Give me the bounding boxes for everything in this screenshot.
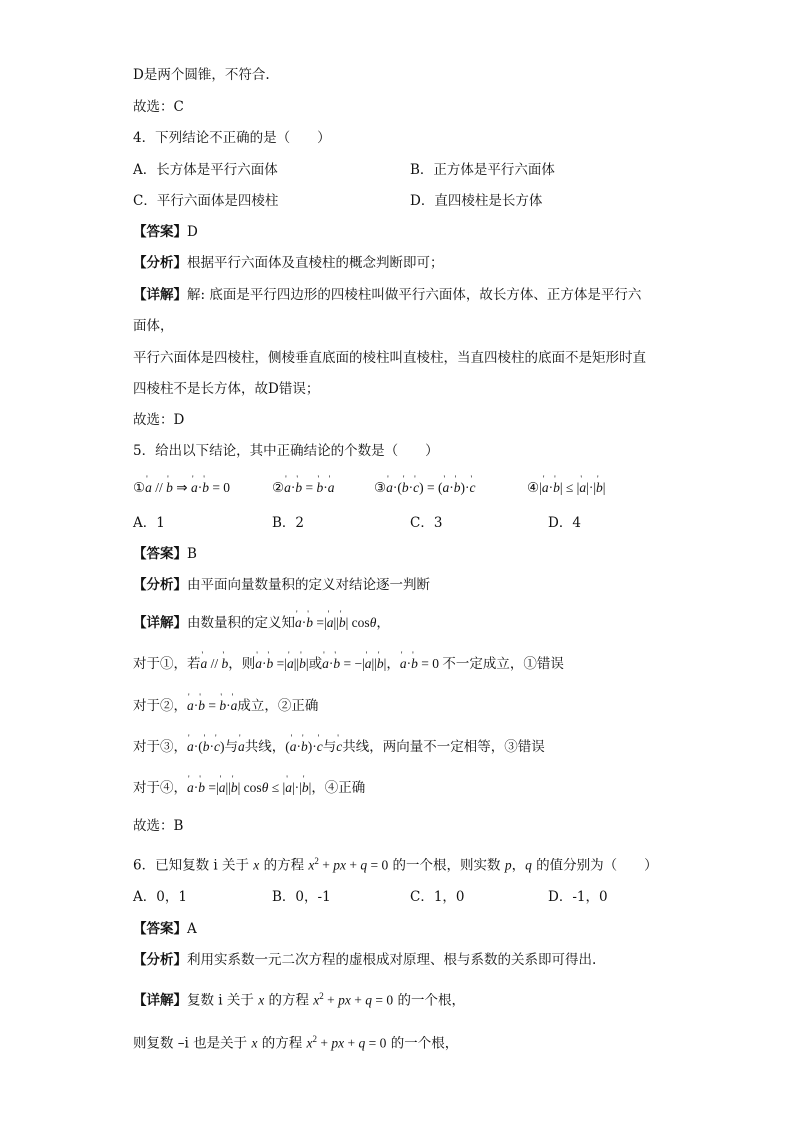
q6-stem: 6．已知复数 i 关于 x 的方程 $x^2$ + px + q = 0 的一个根，则实数 p，q 的值分别为（ ） <box>133 856 658 874</box>
q4-analysis <box>133 254 444 272</box>
answer-value: B <box>187 546 197 562</box>
analysis-text: 根据平行六面体及直棱柱的概念判断即可； <box>187 255 444 271</box>
q6-option-c: C．1，0 <box>410 889 465 905</box>
q5-statement-2: ②' a·' b = ' b·' a <box>272 479 334 497</box>
q5-choice: 故选：B <box>133 818 184 834</box>
q5-detail: 【详解】由数量积的定义知' a·' b =|' a||' b| cosθ， <box>133 614 390 632</box>
analysis-text: 利用实系数一元二次方程的虚根成对原理、根与系数的关系即可得出. <box>187 952 597 968</box>
q5-statement-1: ①' a // ' b ⇒ ' a·' b = 0 <box>133 479 230 497</box>
answer-value: D <box>187 224 198 240</box>
q6-option-a: A．0，1 <box>133 889 187 905</box>
q4-detail-1 <box>133 286 641 304</box>
q4-option-a: A．长方体是平行六面体 <box>133 162 278 178</box>
q5-statement-4: ④|' a·' b| ≤ |' a|·|' b| <box>527 479 606 497</box>
q6-detail-1: 【详解】复数 i 关于 x 的方程 $x^2$ + px + q = 0 的一个根， <box>133 991 465 1009</box>
q5-reason-4: 对于④，' a·' b =|' a||' b| cosθ ≤ |' a|·|' b|，④正确 <box>133 779 365 797</box>
q5-analysis <box>133 576 430 594</box>
q6-detail-2: 则复数 –i 也是关于 x 的方程 $x^2$ + px + q = 0 的一个根， <box>133 1034 459 1052</box>
q5-stem: 5．给出以下结论，其中正确结论的个数是（ ） <box>133 443 439 459</box>
q5-option-b: B．2 <box>272 515 305 531</box>
q5-reason-3: 对于③，' a·(' b·' c)与' a共线，(' a·' b)·' c与' c共线，两向量不一定相等，③错误 <box>133 738 545 756</box>
detail-tag: 【详解】 <box>133 287 187 303</box>
q5-option-c: C．3 <box>410 515 443 531</box>
analysis-tag: 【分析】 <box>133 952 187 968</box>
q6-option-d: D．-1，0 <box>548 889 608 905</box>
q5-answer <box>133 545 197 563</box>
q6-answer <box>133 920 197 938</box>
q5-option-a: A．1 <box>133 515 165 531</box>
q4-stem: 4．下列结论不正确的是（ ） <box>133 130 331 146</box>
analysis-text: 由平面向量数量积的定义对结论逐一判断 <box>187 577 430 593</box>
q4-option-c: C．平行六面体是四棱柱 <box>133 193 279 209</box>
answer-tag: 【答案】 <box>133 224 187 240</box>
q4-detail-2: 面体， <box>133 318 174 334</box>
q5-reason-1: 对于①，若' a // ' b，则' a·' b =|' a||' b|或' a·' b = −|' a||' b|，' a·' b = 0 不一定成立，①错误 <box>133 655 564 673</box>
answer-value: A <box>187 921 197 937</box>
q5-option-d: D．4 <box>548 515 581 531</box>
analysis-tag: 【分析】 <box>133 255 187 271</box>
answer-tag: 【答案】 <box>133 921 187 937</box>
detail-tag: 【详解】 <box>133 992 187 1009</box>
q4-answer <box>133 223 198 241</box>
detail-tag: 【详解】 <box>133 615 187 631</box>
q4-detail-3: 平行六面体是四棱柱，侧棱垂直底面的棱柱叫直棱柱，当直四棱柱的底面不是矩形时直 <box>133 350 646 366</box>
q4-choice: 故选：D <box>133 412 185 428</box>
q4-option-b: B．正方体是平行六面体 <box>410 162 555 178</box>
answer-tag: 【答案】 <box>133 546 187 562</box>
q6-analysis <box>133 951 596 969</box>
q5-statement-3: ③' a·(' b·' c) = (' a·' b)·' c <box>374 479 475 497</box>
prev-note: D是两个圆锥，不符合. <box>133 67 270 83</box>
q5-reason-2: 对于②，' a·' b = ' b·' a成立，②正确 <box>133 697 318 715</box>
prev-choice: 故选：C <box>133 99 184 115</box>
q4-detail-4: 四棱柱不是长方体，故D错误； <box>133 381 320 397</box>
detail-text: 解: 底面是平行四边形的四棱柱叫做平行六面体，故长方体、正方体是平行六 <box>187 287 642 303</box>
q6-option-b: B．0，-1 <box>272 889 331 905</box>
analysis-tag: 【分析】 <box>133 577 187 593</box>
q4-option-d: D．直四棱柱是长方体 <box>410 193 543 209</box>
